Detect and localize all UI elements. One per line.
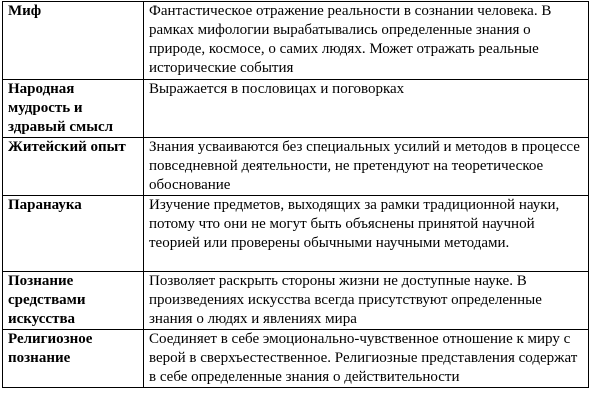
table-row <box>3 138 589 196</box>
description-cell: Изучение предметов, выходящих за рамки традиционной науки, потому что они не могут быть объяснены принятой научной теорией или проверены обычными научными методами. <box>144 196 589 272</box>
term-cell: Религиозное познание <box>3 330 144 388</box>
description-cell: Позволяет раскрыть стороны жизни не доступные науке. В произведениях искусства всегда присутствуют определенные знания о людях и явлениях мира <box>144 272 589 330</box>
table-row <box>3 196 589 272</box>
description-cell: Выражается в пословицах и поговорках <box>144 80 589 138</box>
table-row <box>3 330 589 388</box>
description-cell: Соединяет в себе эмоционально-чувственное отношение к миру с верой в сверхъестественное. Религиозные представления содержат в себе определенные знания о действительности <box>144 330 589 388</box>
term-cell: Народная мудрость и здравый смысл <box>3 80 144 138</box>
term-cell: Познание средствами искусства <box>3 272 144 330</box>
knowledge-forms-table <box>2 1 589 388</box>
term-cell: Житейский опыт <box>3 138 144 196</box>
table-row <box>3 2 589 80</box>
table-row <box>3 272 589 330</box>
description-cell: Знания усваиваются без специальных усилий и методов в процессе повседневной деятельности, не претендуют на теоретическое обоснование <box>144 138 589 196</box>
term-cell: Миф <box>3 2 144 80</box>
term-cell: Паранаука <box>3 196 144 272</box>
description-cell: Фантастическое отражение реальности в сознании человека. В рамках мифологии вырабатывались определенные знания о природе, космосе, о самих людях. Может отражать реальные исторические события <box>144 2 589 80</box>
table-row <box>3 80 589 138</box>
